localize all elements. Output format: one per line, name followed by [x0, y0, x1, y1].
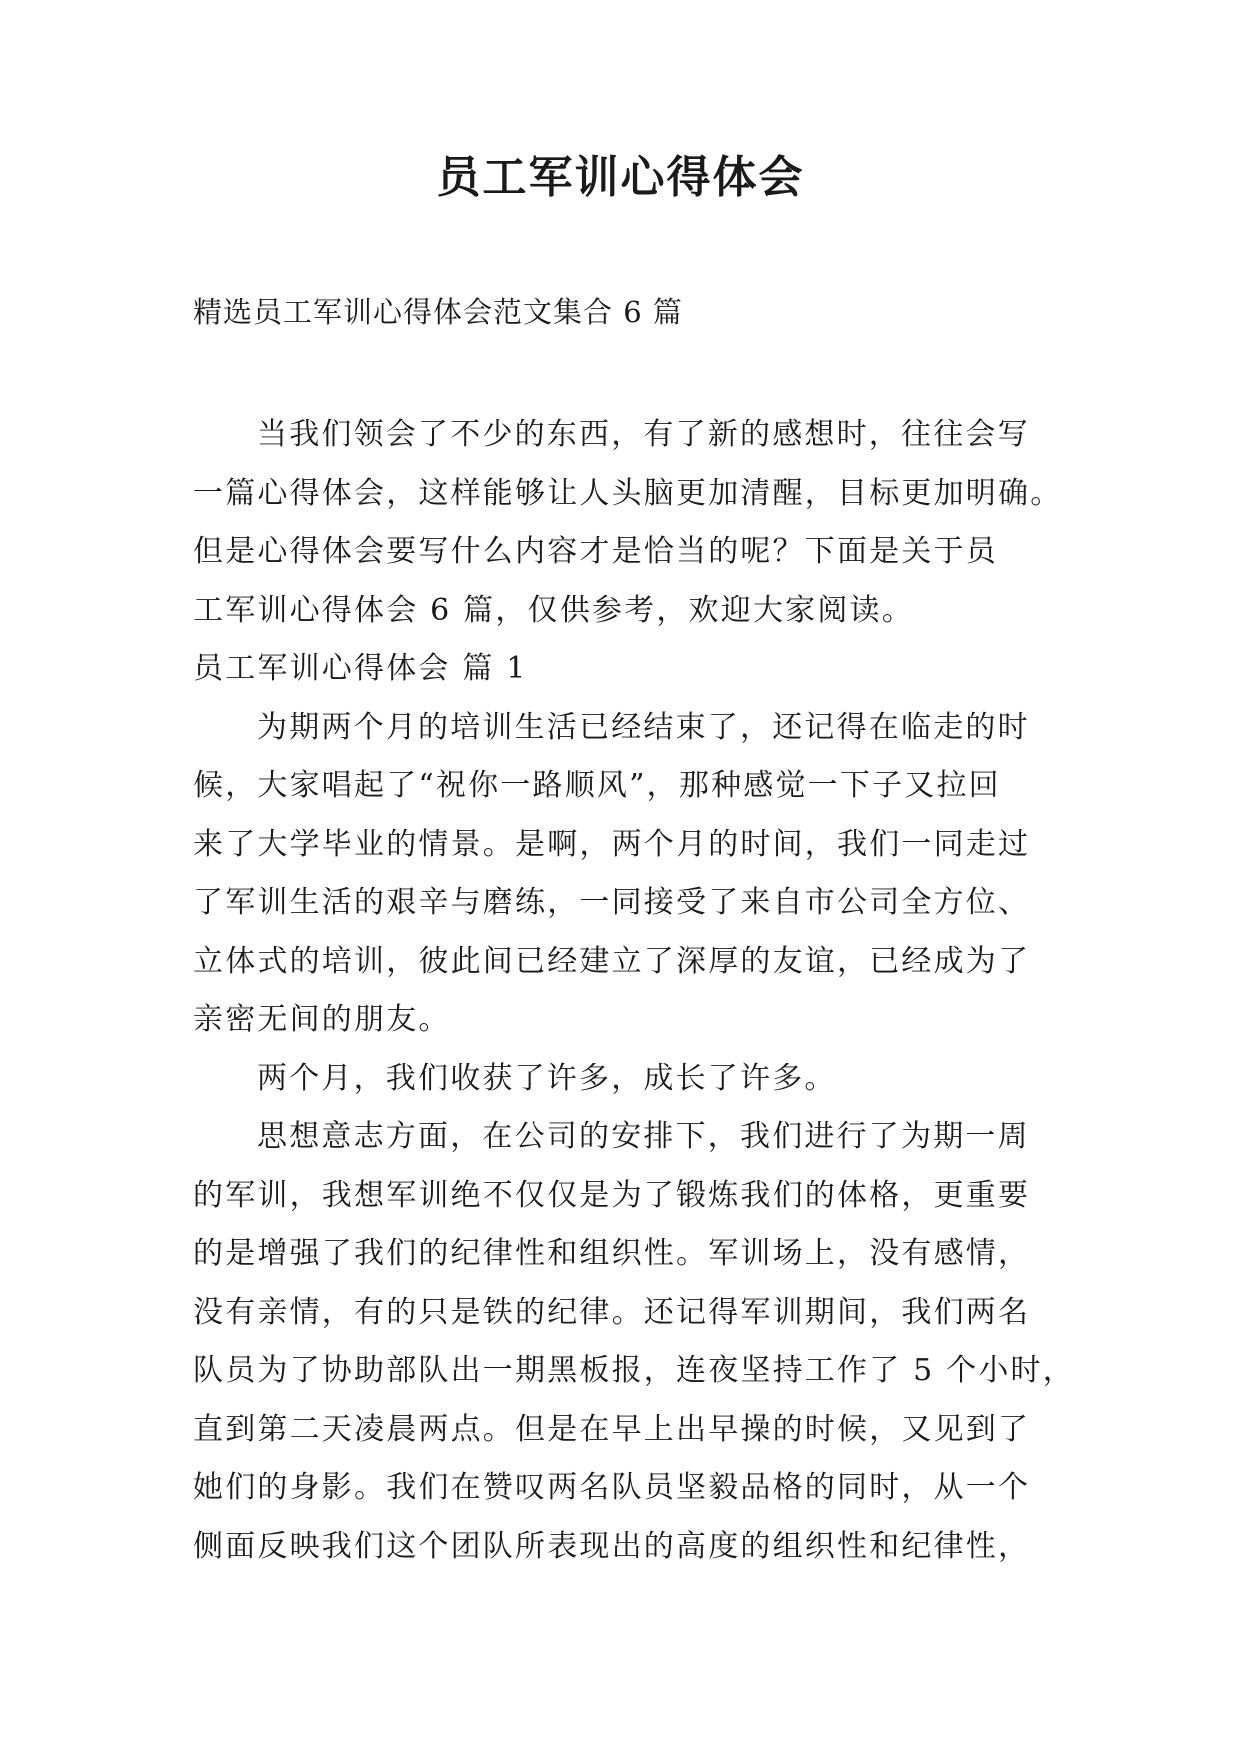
text-line: 为期两个月的培训生活已经结束了，还记得在临走的时 [257, 709, 1030, 745]
text-line: 来了大学毕业的情景。是啊，两个月的时间，我们一同走过 [193, 826, 1031, 862]
text-line: 但是心得体会要写什么内容才是恰当的呢？下面是关于员 [193, 534, 998, 569]
document-subtitle: 精选员工军训心得体会范文集合 6 篇 [193, 295, 683, 329]
text-line: 没有亲情，有的只是铁的纪律。还记得军训期间，我们两名 [193, 1294, 1031, 1330]
text-line: 队员为了协助部队出一期黑板报，连夜坚持工作了 5 个小时， [193, 1353, 1075, 1388]
text-line: 的军训，我想军训绝不仅仅是为了锻炼我们的体格，更重要 [193, 1177, 1031, 1213]
text-line: 亲密无间的朋友。 [193, 1002, 451, 1037]
text-line: 立体式的培训，彼此间已经建立了深厚的友谊，已经成为了 [193, 943, 1031, 979]
text-line: 员工军训心得体会 篇 1 [193, 651, 528, 686]
document-body [193, 406, 1075, 1576]
text-line: 两个月，我们收获了许多，成长了许多。 [257, 1060, 837, 1096]
text-line: 思想意志方面，在公司的安排下，我们进行了为期一周 [257, 1119, 1030, 1154]
text-line: 候，大家唱起了“祝你一路顺风”，那种感觉一下子又拉回 [193, 768, 1001, 803]
text-line: 直到第二天凌晨两点。但是在早上出早操的时候，又见到了 [193, 1411, 1031, 1447]
text-line: 工军训心得体会 6 篇，仅供参考，欢迎大家阅读。 [193, 592, 914, 628]
text-line: 当我们领会了不少的东西，有了新的感想时，往往会写 [257, 417, 1030, 452]
text-line: 她们的身影。我们在赞叹两名队员坚毅品格的同时，从一个 [193, 1470, 1031, 1505]
text-line: 了军训生活的艰辛与磨练，一同接受了来自市公司全方位、 [193, 885, 1031, 920]
document-title: 员工军训心得体会 [436, 152, 805, 203]
text-line: 的是增强了我们的纪律性和组织性。军训场上，没有感情， [193, 1236, 1031, 1271]
text-line: 一篇心得体会，这样能够让人头脑更加清醒，目标更加明确。 [193, 475, 1063, 511]
text-line: 侧面反映我们这个团队所表现出的高度的组织性和纪律性， [193, 1528, 1031, 1564]
